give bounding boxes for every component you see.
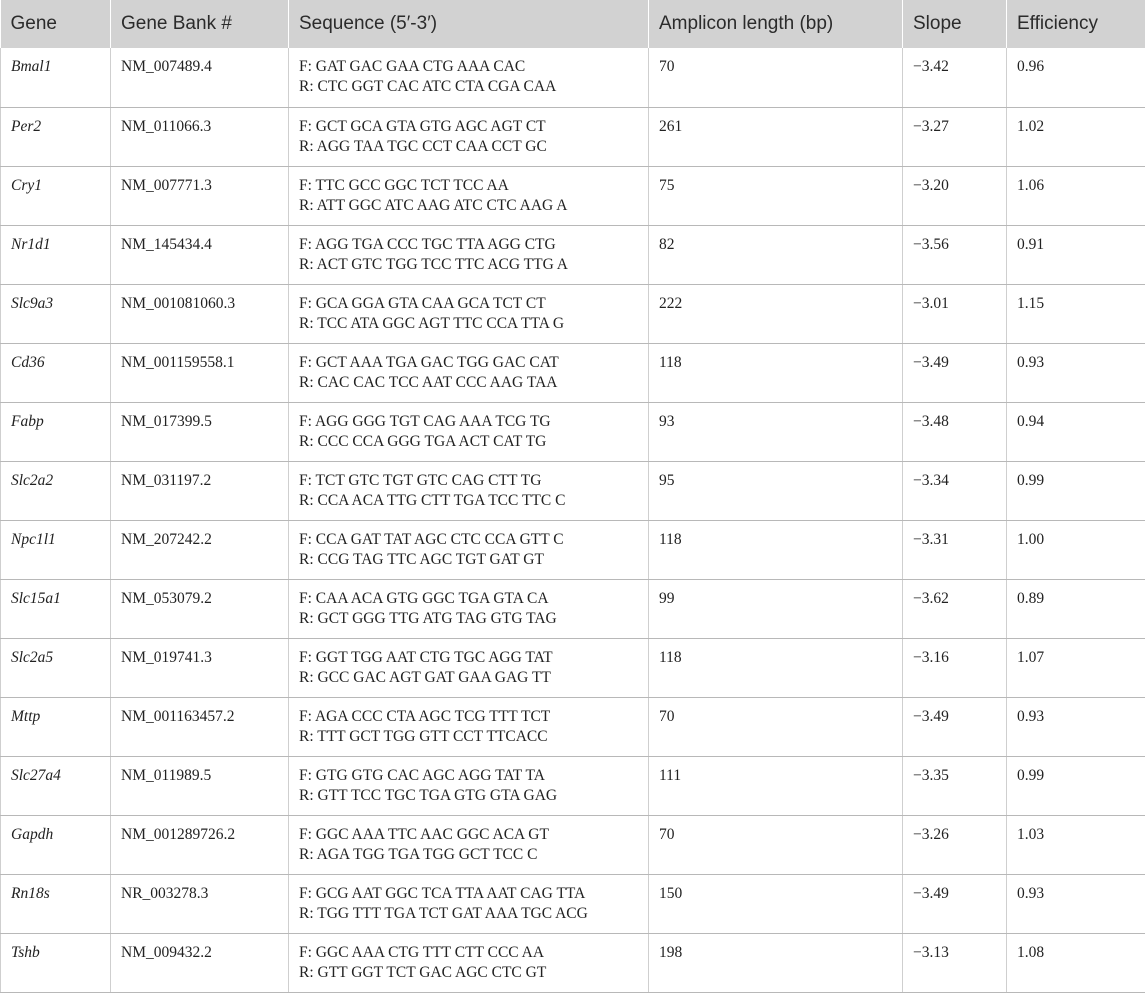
cell-slope: −3.16 — [903, 638, 1007, 697]
cell-gene: Slc2a5 — [1, 638, 111, 697]
cell-gene: Slc27a4 — [1, 756, 111, 815]
cell-slope: −3.56 — [903, 225, 1007, 284]
forward-primer: F: CCA GAT TAT AGC CTC CCA GTT C — [299, 530, 564, 548]
forward-primer: F: GTG GTG CAC AGC AGG TAT TA — [299, 766, 545, 784]
reverse-primer: R: CTC GGT CAC ATC CTA CGA CAA — [299, 78, 557, 95]
cell-efficiency: 0.99 — [1007, 756, 1145, 815]
reverse-primer: R: TGG TTT TGA TCT GAT AAA TGC ACG — [299, 904, 588, 922]
cell-gene-bank: NM_009432.2 — [111, 933, 289, 992]
forward-primer: F: GCG AAT GGC TCA TTA AAT CAG TTA — [299, 884, 586, 902]
cell-gene-bank: NM_031197.2 — [111, 461, 289, 520]
cell-slope: −3.01 — [903, 284, 1007, 343]
cell-efficiency: 0.91 — [1007, 225, 1145, 284]
table-row — [1, 638, 1145, 697]
cell-sequence — [289, 638, 649, 697]
cell-amplicon-length: 95 — [649, 461, 903, 520]
cell-gene-bank: NM_011989.5 — [111, 756, 289, 815]
cell-gene-bank: NM_145434.4 — [111, 225, 289, 284]
cell-sequence — [289, 166, 649, 225]
reverse-primer: R: GCC GAC AGT GAT GAA GAG TT — [299, 668, 551, 686]
table-row — [1, 756, 1145, 815]
cell-sequence — [289, 815, 649, 874]
cell-amplicon-length: 261 — [649, 107, 903, 166]
cell-gene-bank: NM_011066.3 — [111, 107, 289, 166]
table-row — [1, 874, 1145, 933]
cell-sequence — [289, 461, 649, 520]
forward-primer: F: AGA CCC CTA AGC TCG TTT TCT — [299, 707, 551, 725]
reverse-primer: R: TTT GCT TGG GTT CCT TTCACC — [299, 727, 548, 745]
cell-slope: −3.49 — [903, 697, 1007, 756]
cell-efficiency: 0.89 — [1007, 579, 1145, 638]
cell-slope: −3.34 — [903, 461, 1007, 520]
cell-gene-bank: NM_019741.3 — [111, 638, 289, 697]
cell-gene: Slc9a3 — [1, 284, 111, 343]
cell-sequence — [289, 225, 649, 284]
cell-amplicon-length: 93 — [649, 402, 903, 461]
cell-gene-bank: NM_007771.3 — [111, 166, 289, 225]
forward-primer: F: GAT GAC GAA CTG AAA CAC — [299, 58, 526, 75]
reverse-primer: R: AGG TAA TGC CCT CAA CCT GC — [299, 137, 547, 155]
cell-gene: Npc1l1 — [1, 520, 111, 579]
cell-slope: −3.20 — [903, 166, 1007, 225]
table-row — [1, 107, 1145, 166]
forward-primer: F: AGG TGA CCC TGC TTA AGG CTG — [299, 235, 556, 253]
cell-gene-bank: NM_001159558.1 — [111, 343, 289, 402]
cell-slope: −3.42 — [903, 48, 1007, 107]
forward-primer: F: GCA GGA GTA CAA GCA TCT CT — [299, 294, 546, 312]
cell-slope: −3.48 — [903, 402, 1007, 461]
header-row — [1, 0, 1145, 48]
reverse-primer: R: ATT GGC ATC AAG ATC CTC AAG A — [299, 196, 568, 214]
cell-gene-bank: NM_001163457.2 — [111, 697, 289, 756]
cell-efficiency: 1.07 — [1007, 638, 1145, 697]
cell-sequence — [289, 579, 649, 638]
header-gene: Gene — [1, 0, 111, 48]
cell-efficiency: 1.03 — [1007, 815, 1145, 874]
cell-slope: −3.27 — [903, 107, 1007, 166]
header-amplicon-length: Amplicon length (bp) — [649, 0, 903, 48]
table-row — [1, 48, 1145, 107]
cell-sequence — [289, 343, 649, 402]
cell-gene: Rn18s — [1, 874, 111, 933]
cell-efficiency: 0.93 — [1007, 343, 1145, 402]
cell-gene: Fabp — [1, 402, 111, 461]
cell-amplicon-length: 70 — [649, 815, 903, 874]
reverse-primer: R: TCC ATA GGC AGT TTC CCA TTA G — [299, 314, 565, 332]
forward-primer: F: GGT TGG AAT CTG TGC AGG TAT — [299, 648, 553, 666]
reverse-primer: R: CCG TAG TTC AGC TGT GAT GT — [299, 550, 544, 568]
cell-efficiency: 1.08 — [1007, 933, 1145, 992]
cell-efficiency: 0.94 — [1007, 402, 1145, 461]
reverse-primer: R: CCC CCA GGG TGA ACT CAT TG — [299, 432, 547, 450]
cell-gene: Tshb — [1, 933, 111, 992]
cell-gene: Nr1d1 — [1, 225, 111, 284]
cell-amplicon-length: 118 — [649, 343, 903, 402]
cell-gene: Bmal1 — [1, 48, 111, 107]
table-row — [1, 284, 1145, 343]
cell-efficiency: 0.93 — [1007, 874, 1145, 933]
cell-sequence — [289, 933, 649, 992]
header-gene-bank: Gene Bank # — [111, 0, 289, 48]
cell-efficiency: 0.96 — [1007, 48, 1145, 107]
forward-primer: F: TCT GTC TGT GTC CAG CTT TG — [299, 471, 542, 489]
forward-primer: F: GGC AAA TTC AAC GGC ACA GT — [299, 825, 549, 843]
table-row — [1, 225, 1145, 284]
cell-gene-bank: NM_207242.2 — [111, 520, 289, 579]
cell-amplicon-length: 70 — [649, 697, 903, 756]
header-slope: Slope — [903, 0, 1007, 48]
cell-gene: Gapdh — [1, 815, 111, 874]
table-row — [1, 579, 1145, 638]
reverse-primer: R: GTT GGT TCT GAC AGC CTC GT — [299, 963, 547, 981]
forward-primer: F: AGG GGG TGT CAG AAA TCG TG — [299, 412, 551, 430]
cell-efficiency: 1.15 — [1007, 284, 1145, 343]
cell-sequence — [289, 402, 649, 461]
cell-gene-bank: NM_001081060.3 — [111, 284, 289, 343]
forward-primer: F: GCT AAA TGA GAC TGG GAC CAT — [299, 353, 559, 371]
cell-gene: Cd36 — [1, 343, 111, 402]
cell-efficiency: 1.00 — [1007, 520, 1145, 579]
reverse-primer: R: ACT GTC TGG TCC TTC ACG TTG A — [299, 255, 569, 273]
cell-gene-bank: NM_007489.4 — [111, 48, 289, 107]
forward-primer: F: CAA ACA GTG GGC TGA GTA CA — [299, 589, 549, 607]
table-row — [1, 815, 1145, 874]
cell-slope: −3.49 — [903, 874, 1007, 933]
cell-amplicon-length: 118 — [649, 520, 903, 579]
cell-gene-bank: NM_017399.5 — [111, 402, 289, 461]
reverse-primer: R: AGA TGG TGA TGG GCT TCC C — [299, 845, 538, 863]
cell-gene: Mttp — [1, 697, 111, 756]
reverse-primer: R: GCT GGG TTG ATG TAG GTG TAG — [299, 609, 557, 627]
cell-sequence — [289, 107, 649, 166]
forward-primer: F: GCT GCA GTA GTG AGC AGT CT — [299, 117, 546, 135]
table-row — [1, 343, 1145, 402]
table-row — [1, 933, 1145, 992]
cell-efficiency: 1.06 — [1007, 166, 1145, 225]
cell-sequence — [289, 284, 649, 343]
cell-gene: Slc15a1 — [1, 579, 111, 638]
cell-gene: Cry1 — [1, 166, 111, 225]
cell-slope: −3.31 — [903, 520, 1007, 579]
cell-sequence — [289, 756, 649, 815]
cell-gene-bank: NM_053079.2 — [111, 579, 289, 638]
cell-gene: Per2 — [1, 107, 111, 166]
cell-sequence — [289, 48, 649, 107]
cell-amplicon-length: 82 — [649, 225, 903, 284]
table-body — [1, 48, 1145, 992]
cell-amplicon-length: 118 — [649, 638, 903, 697]
cell-efficiency: 0.99 — [1007, 461, 1145, 520]
table-row — [1, 166, 1145, 225]
cell-sequence — [289, 874, 649, 933]
forward-primer: F: TTC GCC GGC TCT TCC AA — [299, 176, 509, 194]
cell-gene: Slc2a2 — [1, 461, 111, 520]
cell-amplicon-length: 150 — [649, 874, 903, 933]
cell-efficiency: 0.93 — [1007, 697, 1145, 756]
cell-slope: −3.62 — [903, 579, 1007, 638]
reverse-primer: R: CAC CAC TCC AAT CCC AAG TAA — [299, 373, 558, 391]
table-row — [1, 697, 1145, 756]
reverse-primer: R: GTT TCC TGC TGA GTG GTA GAG — [299, 786, 558, 804]
table-row — [1, 520, 1145, 579]
cell-gene-bank: NR_003278.3 — [111, 874, 289, 933]
header-efficiency: Efficiency — [1017, 13, 1098, 34]
reverse-primer: R: CCA ACA TTG CTT TGA TCC TTC C — [299, 491, 566, 509]
table-header — [1, 0, 1145, 48]
cell-amplicon-length: 111 — [649, 756, 903, 815]
cell-slope: −3.26 — [903, 815, 1007, 874]
table-row — [1, 402, 1145, 461]
cell-amplicon-length: 222 — [649, 284, 903, 343]
cell-amplicon-length: 70 — [649, 48, 903, 107]
cell-slope: −3.49 — [903, 343, 1007, 402]
forward-primer: F: GGC AAA CTG TTT CTT CCC AA — [299, 943, 545, 961]
cell-slope: −3.35 — [903, 756, 1007, 815]
cell-amplicon-length: 198 — [649, 933, 903, 992]
cell-sequence — [289, 697, 649, 756]
cell-sequence — [289, 520, 649, 579]
cell-gene-bank: NM_001289726.2 — [111, 815, 289, 874]
table-row — [1, 461, 1145, 520]
cell-slope: −3.13 — [903, 933, 1007, 992]
cell-amplicon-length: 99 — [649, 579, 903, 638]
cell-efficiency: 1.02 — [1007, 107, 1145, 166]
header-sequence: Sequence (5′-3′) — [289, 0, 649, 48]
cell-amplicon-length: 75 — [649, 166, 903, 225]
